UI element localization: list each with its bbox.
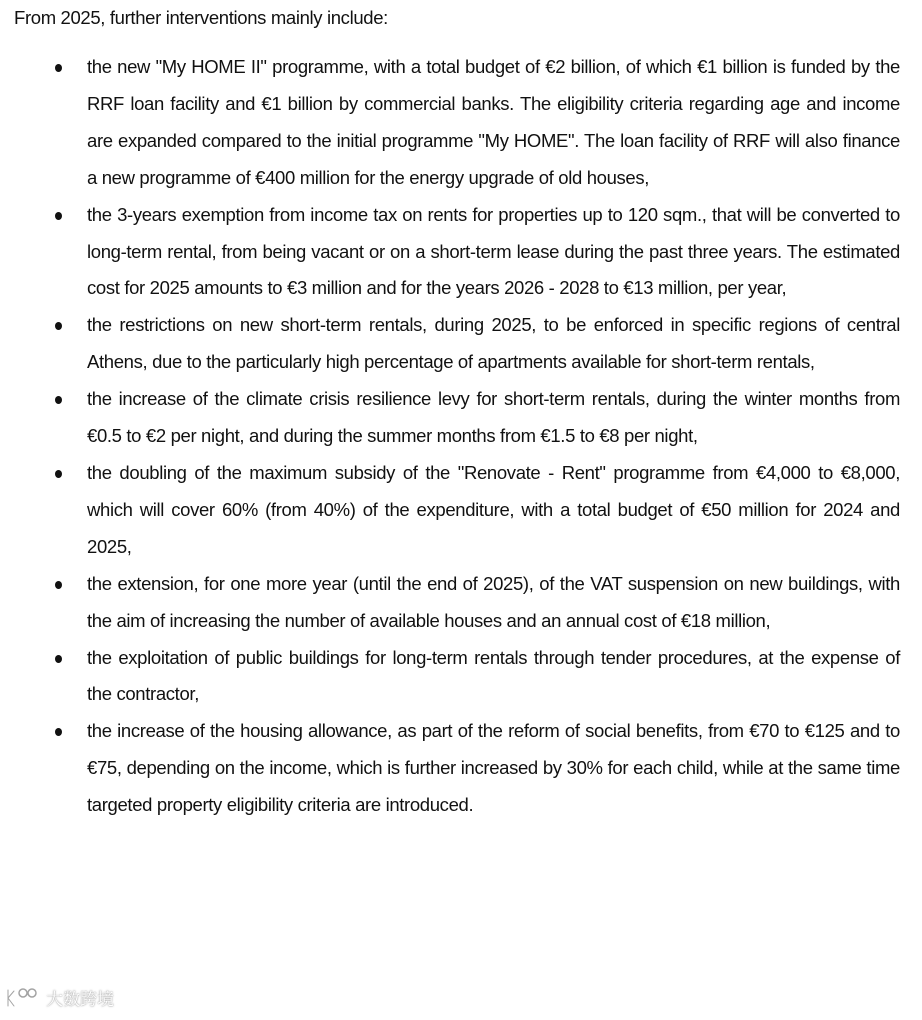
watermark-text: 大数跨境 bbox=[46, 990, 114, 1010]
list-item bbox=[0, 566, 922, 640]
bullet-icon bbox=[55, 396, 62, 404]
list-item bbox=[0, 713, 922, 824]
list-item bbox=[0, 307, 922, 381]
bullet-icon bbox=[55, 322, 62, 330]
list-item bbox=[0, 640, 922, 714]
list-item-text: the exploitation of public buildings for long-term rentals through tender procedures, at the expense of the contractor, bbox=[87, 646, 900, 705]
list-item-text: the doubling of the maximum subsidy of the "Renovate - Rent" programme from €4,000 to €8,000, which will cover 60% (from 40%) of the expenditure, with a total budget of €50 million for 2024 and 2025, bbox=[87, 461, 900, 557]
bullet-icon bbox=[55, 470, 62, 478]
list-item-text: the extension, for one more year (until the end of 2025), of the VAT suspension on new buildings, with the aim of increasing the number of available houses and an annual cost of €18 million, bbox=[87, 572, 900, 631]
bullet-icon bbox=[55, 655, 62, 663]
list-item-text: the increase of the housing allowance, as part of the reform of social benefits, from €70 to €125 and to €75, depending on the income, which is further increased by 30% for each child, while at the same time targeted property eligibility criteria are introduced. bbox=[87, 720, 900, 816]
list-item-text: the restrictions on new short-term rentals, during 2025, to be enforced in specific regions of central Athens, due to the particularly high percentage of apartments available for short-term rentals, bbox=[87, 314, 900, 373]
list-item bbox=[0, 197, 922, 308]
list-item-text: the new "My HOME II" programme, with a total budget of €2 billion, of which €1 billion is funded by the RRF loan facility and €1 billion by commercial banks. The eligibility criteria regarding age and income are expanded compared to the initial programme "My HOME". The loan facility of RRF will also finance a new programme of €400 million for the energy upgrade of old houses, bbox=[87, 56, 900, 188]
bullet-icon bbox=[55, 212, 62, 220]
bullet-icon bbox=[55, 728, 62, 736]
brand-logo-icon bbox=[4, 986, 42, 1010]
list-item-text: the 3-years exemption from income tax on rents for properties up to 120 sqm., that will be converted to long-term rental, from being vacant or on a short-term lease during the past three years. The estimated cost for 2025 amounts to €3 million and for the years 2026 - 2028 to €13 million, per year, bbox=[87, 203, 900, 299]
bullet-icon bbox=[55, 581, 62, 589]
bullet-icon bbox=[55, 64, 62, 72]
watermark bbox=[4, 985, 114, 1010]
list-item-text: the increase of the climate crisis resilience levy for short-term rentals, during the winter months from €0.5 to €2 per night, and during the summer months from €1.5 to €8 per night, bbox=[87, 388, 900, 447]
list-item bbox=[0, 455, 922, 566]
list-item bbox=[0, 381, 922, 455]
intro-paragraph: From 2025, further interventions mainly include: bbox=[14, 7, 388, 28]
interventions-list bbox=[0, 49, 922, 824]
list-item bbox=[0, 49, 922, 197]
